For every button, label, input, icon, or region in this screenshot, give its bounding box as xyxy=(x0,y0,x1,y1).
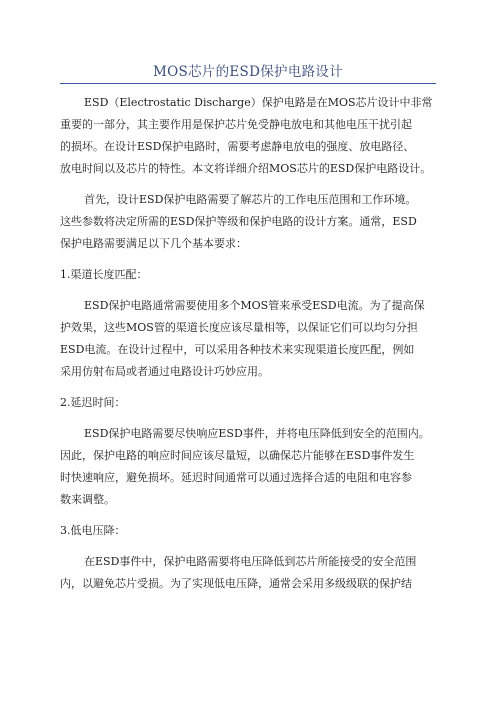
section1-line-4: 采用仿射布局或者通过电路设计巧妙应用。 xyxy=(60,365,269,378)
intro-line-3: 的损坏。在设计ESD保护电路时，需要考虑静电放电的强度、放电路径、 xyxy=(60,140,415,153)
section2-line-2: 因此，保护电路的响应时间应该尽量短，以确保芯片能够在ESD事件发生 xyxy=(60,449,415,462)
para2-line-1: 首先，设计ESD保护电路需要了解芯片的工作电压范围和工作环境。 xyxy=(84,193,417,206)
section-heading-1: 1.渠道长度匹配： xyxy=(60,268,148,281)
section2-line-4: 数来调整。 xyxy=(60,493,115,506)
para2-line-2: 这些参数将决定所需的ESD保护等级和保护电路的设计方案。通常，ESD xyxy=(60,215,417,228)
section1-line-3: ESD电流。在设计过程中，可以采用各种技术来实现渠道长度匹配，例如 xyxy=(60,343,415,356)
section1-line-2: 护效果，这些MOS管的渠道长度应该尽量相等，以保证它们可以均匀分担 xyxy=(60,321,418,334)
document-title: MOS芯片的ESD保护电路设计 xyxy=(152,64,344,80)
intro-line-1: ESD（Electrostatic Discharge）保护电路是在MOS芯片设计中非常 xyxy=(84,96,433,109)
title-underline xyxy=(60,83,436,84)
section2-line-3: 时快速响应，避免损坏。延迟时间通常可以通过选择合适的电阻和电容参 xyxy=(60,471,412,484)
section-heading-3: 3.低电压降： xyxy=(60,524,126,537)
section2-line-1: ESD保护电路需要尽快响应ESD事件，并将电压降低到安全的范围内。 xyxy=(84,427,430,440)
section3-line-2: 内，以避免芯片受损。为了实现低电压降，通常会采用多级级联的保护结 xyxy=(60,577,412,590)
section3-line-1: 在ESD事件中，保护电路需要将电压降低到芯片所能接受的安全范围 xyxy=(84,555,417,568)
section-heading-2: 2.延迟时间： xyxy=(60,396,126,409)
intro-line-2: 重要的一部分，其主要作用是保护芯片免受静电放电和其他电压干扰引起 xyxy=(60,118,412,131)
intro-line-4: 放电时间以及芯片的特性。本文将详细介绍MOS芯片的ESD保护电路设计。 xyxy=(60,162,432,175)
para2-line-3: 保护电路需要满足以下几个基本要求： xyxy=(60,237,247,250)
section1-line-1: ESD保护电路通常需要使用多个MOS管来承受ESD电流。为了提高保 xyxy=(84,299,425,312)
